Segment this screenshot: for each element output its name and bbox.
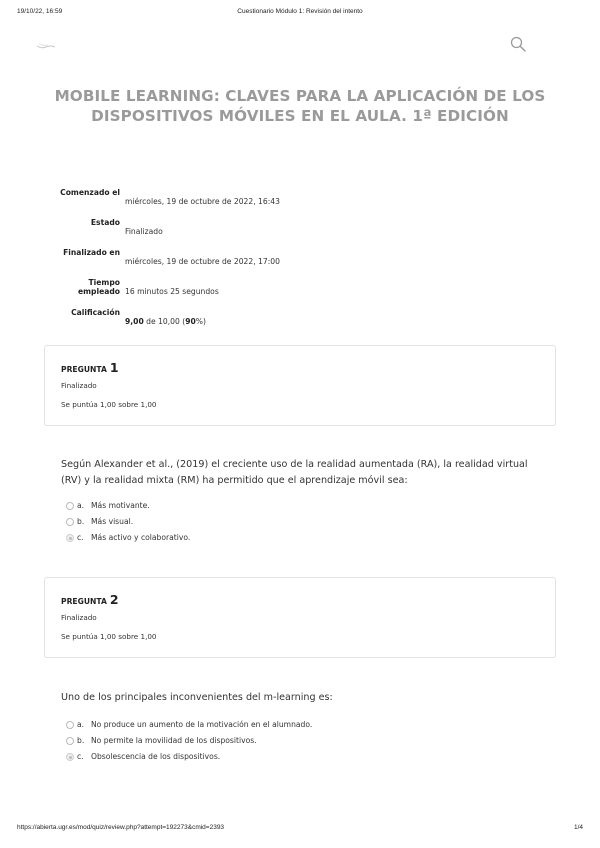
question-heading (61, 360, 119, 375)
summary-row-state (44, 218, 556, 248)
question-heading (61, 592, 119, 607)
question-label: PREGUNTA (61, 597, 107, 606)
summary-row-grade (44, 308, 556, 338)
finished-value: miércoles, 19 de octubre de 2022, 17:00 (125, 257, 280, 266)
state-value: Finalizado (125, 227, 163, 236)
print-page-count: 1/4 (573, 824, 583, 831)
question-state: Finalizado (61, 381, 97, 390)
answer-list-2 (66, 719, 526, 767)
grade-value (125, 317, 206, 326)
answer-option[interactable] (66, 500, 526, 516)
question-info-1 (44, 345, 556, 426)
summary-row-time (44, 278, 556, 308)
grade-label: Calificación (71, 308, 120, 317)
print-header (17, 8, 583, 20)
answer-letter: a. (77, 501, 85, 510)
question-number: 2 (109, 592, 119, 607)
radio-button[interactable] (66, 518, 74, 526)
answer-text: No produce un aumento de la motivación en el alumnado. (91, 720, 313, 729)
started-label: Comenzado el (60, 188, 120, 197)
print-url: https://abierta.ugr.es/mod/quiz/review.php?attempt=192273&cmid=2393 (17, 824, 225, 831)
finished-label: Finalizado en (63, 248, 120, 257)
grade-percent: 90 (185, 317, 196, 326)
time-value: 16 minutos 25 segundos (125, 287, 219, 296)
answer-letter: b. (77, 517, 85, 526)
print-datetime: 19/10/22, 16:59 (17, 8, 63, 15)
site-logo[interactable] (36, 40, 56, 50)
print-footer (17, 824, 583, 836)
question-info-2 (44, 577, 556, 658)
answer-text: No permite la movilidad de los dispositivos. (91, 736, 257, 745)
radio-button[interactable] (66, 502, 74, 510)
question-grade: Se puntúa 1,00 sobre 1,00 (61, 632, 157, 641)
radio-button[interactable] (66, 721, 74, 729)
answer-text: Más motivante. (91, 501, 150, 510)
radio-button-checked[interactable] (66, 753, 74, 761)
course-title: MOBILE LEARNING: CLAVES PARA LA APLICACIÓN DE LOS DISPOSITIVOS MÓVILES EN EL AULA. 1ª EDICIÓN (54, 87, 546, 125)
radio-button-checked[interactable] (66, 534, 74, 542)
question-text-1: Según Alexander et al., (2019) el creciente uso de la realidad aumentada (RA), la realidad virtual (RV) y la realidad mixta (RM) ha permitido que el aprendizaje móvil sea: (61, 459, 528, 486)
summary-row-started (44, 188, 556, 218)
grade-middle: de 10,00 ( (143, 317, 186, 326)
question-text-2: Uno de los principales inconvenientes del m-learning es: (61, 692, 333, 703)
answer-text: Más activo y colaborativo. (91, 533, 191, 542)
attempt-summary (44, 188, 556, 338)
answer-list-1 (66, 500, 526, 548)
grade-score: 9,00 (125, 317, 144, 326)
question-label: PREGUNTA (61, 365, 107, 374)
answer-letter: c. (77, 533, 84, 542)
answer-option[interactable] (66, 719, 526, 735)
answer-letter: b. (77, 736, 85, 745)
answer-text: Más visual. (91, 517, 134, 526)
answer-text: Obsolescencia de los dispositivos. (91, 752, 221, 761)
summary-row-finished (44, 248, 556, 278)
answer-option[interactable] (66, 516, 526, 532)
answer-letter: a. (77, 720, 85, 729)
radio-button[interactable] (66, 737, 74, 745)
time-label: Tiempo empleado (77, 278, 120, 296)
search-icon[interactable] (510, 36, 526, 52)
started-value: miércoles, 19 de octubre de 2022, 16:43 (125, 197, 280, 206)
question-state: Finalizado (61, 613, 97, 622)
answer-option-selected[interactable] (66, 532, 526, 548)
grade-end: %) (195, 317, 206, 326)
answer-letter: c. (77, 752, 84, 761)
answer-option-selected[interactable] (66, 751, 526, 767)
answer-option[interactable] (66, 735, 526, 751)
question-grade: Se puntúa 1,00 sobre 1,00 (61, 400, 157, 409)
print-document-title: Cuestionario Módulo 1: Revisión del intento (237, 8, 363, 15)
state-label: Estado (90, 218, 120, 227)
question-number: 1 (109, 360, 119, 375)
